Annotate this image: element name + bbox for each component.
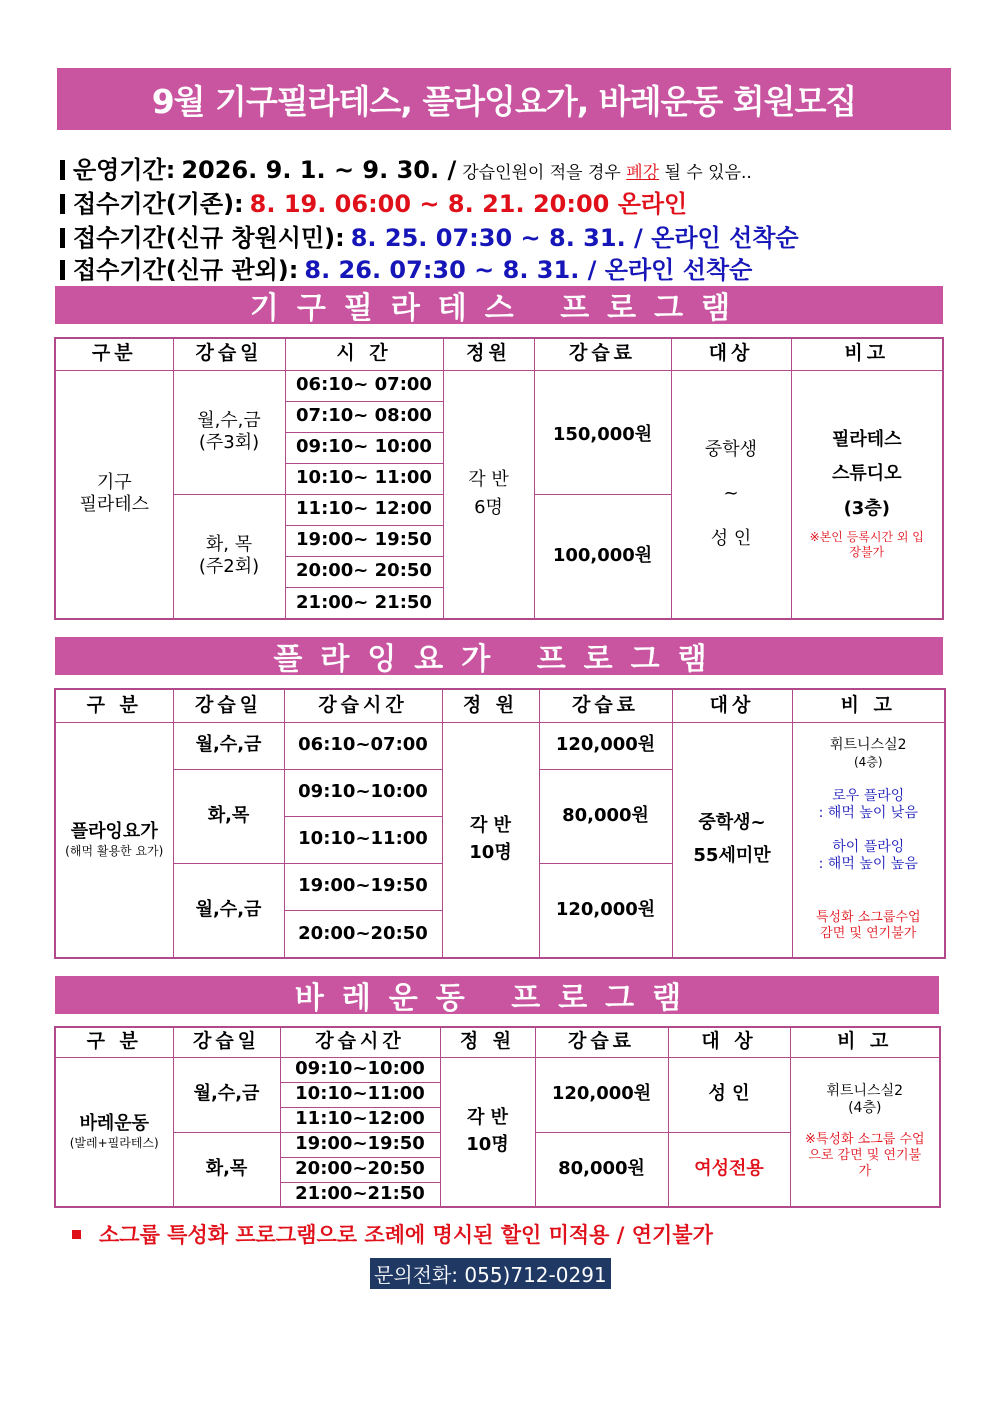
- fee: 120,000원: [539, 722, 672, 769]
- target: 성 인: [668, 1057, 790, 1132]
- fee: 120,000원: [535, 1057, 668, 1132]
- info-registration-new-city: [60, 218, 799, 253]
- target: 여성전용: [668, 1132, 790, 1207]
- header-fee: 강습료: [535, 1027, 668, 1057]
- fee: 80,000원: [535, 1132, 668, 1207]
- class-day: 월,수,금: [173, 863, 284, 958]
- header-category: 구 분: [55, 689, 173, 722]
- info-label: 운영기간:: [73, 156, 176, 184]
- time-slot: 20:00~ 20:50: [285, 556, 443, 587]
- header-capacity: 정 원: [440, 1027, 535, 1057]
- capacity: 각 반 10명: [440, 1057, 535, 1207]
- time-slot: 10:10~ 11:00: [285, 463, 443, 494]
- time-slot: 19:00~ 19:50: [285, 525, 443, 556]
- class-day: 화,목: [173, 1132, 280, 1207]
- time-slot: 10:10~11:00: [280, 1082, 440, 1107]
- footer-notice: 소그룹 특성화 프로그램으로 조례에 명시된 할인 미적용 / 연기불가: [72, 1219, 713, 1249]
- time-slot: 20:00~20:50: [284, 910, 442, 958]
- header-fee: 강습료: [534, 338, 671, 370]
- header-target: 대 상: [668, 1027, 790, 1057]
- time-slot: 21:00~ 21:50: [285, 587, 443, 619]
- info-label: 접수기간(신규 창원시민):: [73, 224, 345, 252]
- time-slot: 11:10~ 12:00: [285, 494, 443, 525]
- info-label: 접수기간(기존):: [73, 190, 244, 218]
- header-capacity: 정원: [443, 338, 534, 370]
- header-target: 대상: [672, 689, 792, 722]
- page-title: 9월 기구필라테스, 플라잉요가, 바레운동 회원모집: [57, 68, 951, 130]
- time-slot: 19:00~19:50: [284, 863, 442, 910]
- time-slot: 06:10~07:00: [284, 722, 442, 769]
- time-slot: 06:10~ 07:00: [285, 370, 443, 401]
- time-slot: 11:10~12:00: [280, 1107, 440, 1132]
- time-slot: 09:10~10:00: [284, 769, 442, 816]
- header-day: 강습일: [173, 1027, 280, 1057]
- note: 휘트니스실2 (4층) ※특성화 소그룹 수업으로 감면 및 연기불가: [790, 1057, 940, 1207]
- time-slot: 09:10~ 10:00: [285, 432, 443, 463]
- header-note: 비고: [791, 338, 943, 370]
- yoga-section-heading: 플라잉요가 프로그램: [55, 637, 943, 675]
- fee: 120,000원: [539, 863, 672, 958]
- header-category: 구분: [55, 338, 173, 370]
- note: 필라테스 스튜디오 (3층) ※본인 등록시간 외 입장불가: [791, 370, 943, 619]
- header-capacity: 정 원: [442, 689, 539, 722]
- fee: 100,000원: [534, 494, 671, 619]
- info-value: 8. 19. 06:00 ~ 8. 21. 20:00 온라인: [249, 190, 688, 218]
- header-day: 강습일: [173, 689, 284, 722]
- info-registration-existing: [60, 184, 687, 219]
- header-time: 강습시간: [280, 1027, 440, 1057]
- time-slot: 19:00~19:50: [280, 1132, 440, 1157]
- header-category: 구 분: [55, 1027, 173, 1057]
- header-note: 비 고: [790, 1027, 940, 1057]
- bullet-bar: [60, 228, 65, 248]
- info-note: 강습인원이 적을 경우 폐강 될 수 있음..: [462, 163, 752, 183]
- header-time: 강습시간: [284, 689, 442, 722]
- header-fee: 강습료: [539, 689, 672, 722]
- program-name: 바레운동 (발레+필라테스): [55, 1057, 173, 1207]
- pilates-table: [54, 337, 944, 620]
- fee: 150,000원: [534, 370, 671, 494]
- bullet-square-icon: [72, 1230, 81, 1239]
- info-value: 2026. 9. 1. ~ 9. 30. /: [181, 156, 457, 184]
- bullet-bar: [60, 194, 65, 214]
- contact-phone: 문의전화: 055)712-0291: [370, 1258, 611, 1289]
- bullet-bar: [60, 260, 65, 280]
- barre-section-heading: 바레운동 프로그램: [55, 976, 939, 1014]
- info-operation-period: [60, 150, 752, 185]
- class-day: 월,수,금 (주3회): [173, 370, 285, 494]
- time-slot: 20:00~20:50: [280, 1157, 440, 1182]
- time-slot: 10:10~11:00: [284, 816, 442, 863]
- program-name: 플라잉요가 (해먹 활용한 요가): [55, 722, 173, 958]
- info-label: 접수기간(신규 관외):: [73, 256, 299, 284]
- header-time: 시 간: [285, 338, 443, 370]
- class-day: 화,목: [173, 769, 284, 863]
- time-slot: 07:10~ 08:00: [285, 401, 443, 432]
- capacity: 각 반 10명: [442, 722, 539, 958]
- time-slot: 09:10~10:00: [280, 1057, 440, 1082]
- header-day: 강습일: [173, 338, 285, 370]
- note: 휘트니스실2 (4층) 로우 플라잉 : 해먹 높이 낮음 하이 플라잉 : 해먹 높이 높음 특성화 소그룹수업 감면 및 연기불가: [792, 722, 945, 958]
- time-slot: 21:00~21:50: [280, 1182, 440, 1207]
- info-value: 8. 25. 07:30 ~ 8. 31. / 온라인 선착순: [350, 224, 799, 252]
- class-day: 월,수,금: [173, 722, 284, 769]
- header-note: 비 고: [792, 689, 945, 722]
- program-name: 기구 필라테스: [55, 370, 173, 619]
- target: 중학생~ 55세미만: [672, 722, 792, 958]
- target: 중학생 ~ 성 인: [671, 370, 791, 619]
- header-target: 대상: [671, 338, 791, 370]
- class-day: 화, 목 (주2회): [173, 494, 285, 619]
- bullet-bar: [60, 160, 65, 180]
- info-registration-new-outside: [60, 250, 752, 285]
- yoga-table: [54, 688, 946, 959]
- capacity: 각 반 6명: [443, 370, 534, 619]
- class-day: 월,수,금: [173, 1057, 280, 1132]
- barre-table: [54, 1026, 941, 1208]
- info-value: 8. 26. 07:30 ~ 8. 31. / 온라인 선착순: [304, 256, 753, 284]
- fee: 80,000원: [539, 769, 672, 863]
- pilates-section-heading: 기구필라테스 프로그램: [55, 286, 943, 324]
